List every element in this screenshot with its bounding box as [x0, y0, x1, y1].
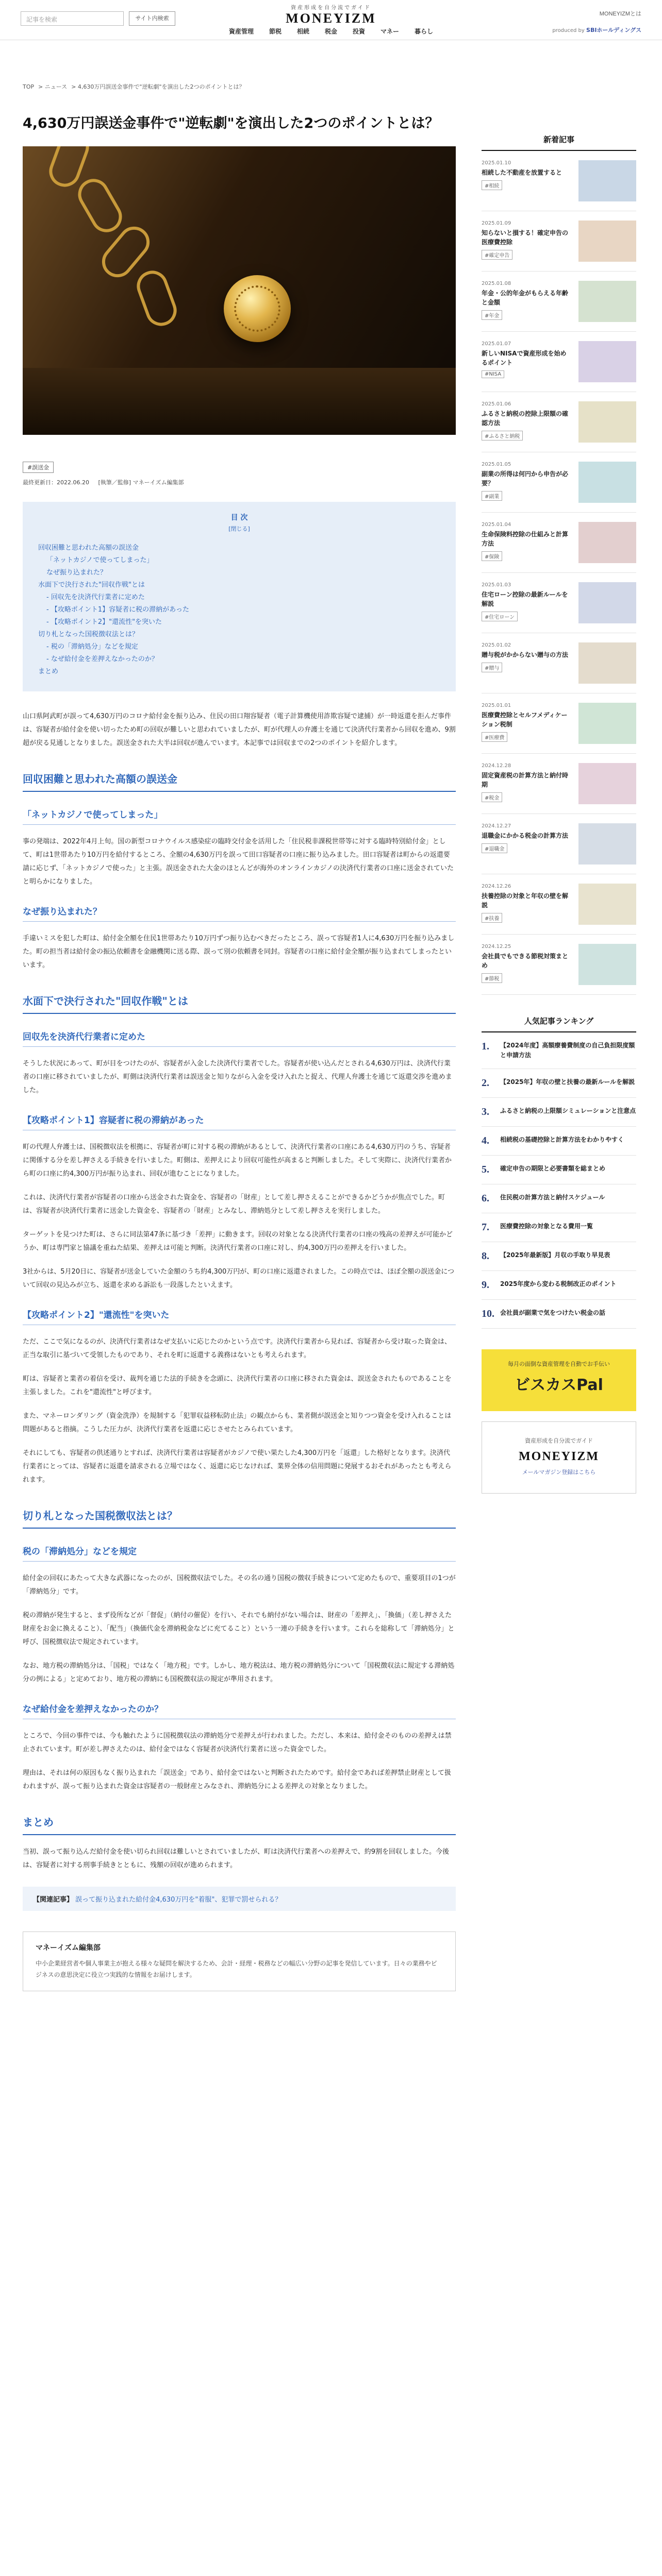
news-thumbnail[interactable]	[578, 944, 636, 985]
news-thumbnail[interactable]	[578, 221, 636, 262]
news-date: 2025.01.09	[482, 221, 511, 226]
breadcrumb-item[interactable]: ニュース	[44, 83, 68, 90]
promo-banner-caption: 毎月の面倒な資産管理を自動でお手伝い	[508, 1361, 610, 1367]
paragraph: そうした状況にあって、町が目をつけたのが、容疑者が入金した決済代行業者でした。容疑者が使い込んだとされる4,630万円は、決済代行業者の口座に移されていましたが、町側は決済代行業者は誤送金と知りながら入金を受け入れたと捉え、代理人弁護士を通じて返還交渉を進めました。	[23, 1060, 452, 1094]
news-text	[482, 582, 572, 623]
news-date: 2024.12.25	[482, 944, 511, 950]
news-date: 2025.01.04	[482, 522, 511, 528]
news-date: 2025.01.10	[482, 160, 511, 166]
ranking-title[interactable]: ふるさと納税の上限額シミュレーションと注意点	[500, 1107, 636, 1114]
news-item[interactable]	[482, 392, 636, 452]
news-thumbnail[interactable]	[578, 582, 636, 623]
news-title[interactable]: 相続した不動産を放置すると	[482, 169, 562, 176]
nav-item[interactable]: 節税	[269, 28, 282, 35]
news-title[interactable]: 年金・公的年金がもらえる年齢と金額	[482, 290, 569, 306]
breadcrumb-item: 4,630万円誤送金事件で"逆転劇"を演出した2つのポイントとは？	[77, 83, 245, 90]
news-text	[482, 401, 572, 443]
news-category[interactable]: #住宅ローン	[482, 612, 518, 621]
news-item[interactable]	[482, 754, 636, 814]
related-link[interactable]: 誤って振り込まれた給付金4,630万円を"着服"、犯罪で罰せられる？	[75, 1896, 282, 1904]
paragraph: 3社からは、5月20日に、容疑者が送金していた金額のうち約4,300万円が、町の口座に返還されました。この時点では、ほぼ全額の誤送金について回収の見込みが立ち、返還を求める訴訟も一段落したといえます。	[23, 1268, 455, 1289]
news-thumbnail[interactable]	[578, 462, 636, 503]
ranking-number: 7.	[482, 1222, 489, 1233]
news-title[interactable]: 新しいNISAで資産形成を始めるポイント	[482, 350, 567, 366]
news-category[interactable]: #税金	[482, 792, 502, 802]
news-category[interactable]: #扶養	[482, 913, 502, 923]
ranking-number: 6.	[482, 1193, 489, 1204]
news-title[interactable]: 生命保険料控除の仕組みと計算方法	[482, 531, 569, 547]
related-article	[23, 1887, 456, 1911]
paragraph: 税の滞納が発生すると、まず役所などが「督促」（納付の催促）を行い、それでも納付がない場合は、財産の「差押え」、「換価」（差し押さえた財産をお金に換えること）、「配当」（換価代金を滞納税金などに充てること）という一連の手続きを行います。これらを総称して「滞納処分」と呼び、国税徴収法で規定されています。	[23, 1612, 455, 1646]
news-text	[482, 281, 572, 322]
news-date: 2025.01.05	[482, 462, 511, 467]
table-of-contents	[23, 502, 456, 691]
author-box	[23, 1931, 456, 1991]
paragraph: また、マネーロンダリング（資金洗浄）を規制する「犯罪収益移転防止法」の観点からも、業者側が誤送金と知りつつ資金を受け入れることは問題があると指摘。こうした圧力が、決済代行業者を返還に応じさせたとみられています。	[23, 1412, 452, 1433]
section-heading: 切り札となった国税徴収法とは？	[23, 1507, 456, 1529]
paragraph: ターゲットを見つけた町は、さらに同法第47条に基づき「差押」に動きます。回収の対象となる決済代行業者の口座の残高の差押えが可能かどうか、町は専門家と協議を重ねた結果、差押えは可能と判断。決済代行業者の口座に対し、約4,300万円の差押えを行いました。	[23, 1231, 453, 1252]
paragraph: 当初、誤って振り込んだ給付金を使い切られ回収は難しいとされていましたが、町は決済代行業者への差押えで、約9割を回収しました。今後は、容疑者に対する刑事手続きとともに、残額の回収が進められます。	[23, 1848, 450, 1869]
news-category[interactable]: #NISA	[482, 370, 504, 378]
subsection-heading: 【攻略ポイント1】容疑者に税の滞納があった	[23, 1113, 456, 1130]
toc-item[interactable]: なぜ振り込まれた？	[46, 569, 107, 577]
ranking-number: 2.	[482, 1077, 489, 1089]
toc-item[interactable]: - 【攻略ポイント2】"還流性"を突いた	[46, 618, 162, 626]
newsletter-banner[interactable]	[482, 1421, 636, 1494]
news-category[interactable]: #年金	[482, 310, 502, 320]
ranking-item[interactable]	[482, 1156, 636, 1184]
news-item[interactable]	[482, 874, 636, 935]
article-title: 4,630万円誤送金事件で"逆転劇"を演出した2つのポイントとは？	[23, 115, 439, 131]
toc-item[interactable]: 回収困難と思われた高額の誤送金	[38, 544, 139, 552]
news-thumbnail[interactable]	[578, 281, 636, 322]
article	[23, 113, 456, 1991]
news-title[interactable]: 住宅ローン控除の最新ルールを解説	[482, 591, 568, 607]
news-text	[482, 884, 572, 925]
ranking-item[interactable]	[482, 1242, 636, 1271]
subsection-heading: 税の「滞納処分」などを規定	[23, 1544, 456, 1562]
toc-item[interactable]: - なぜ給付金を差押えなかったのか？	[46, 655, 158, 663]
news-thumbnail[interactable]	[578, 823, 636, 865]
news-date: 2024.12.27	[482, 823, 511, 829]
author-name: マネーイズム編集部	[36, 1944, 101, 1952]
ranking-title[interactable]: 確定申告の期限と必要書類を総まとめ	[500, 1165, 606, 1172]
toc-item[interactable]: 「ネットカジノで使ってしまった」	[46, 556, 154, 564]
news-text	[482, 341, 572, 382]
paragraph: これは、決済代行業者が容疑者の口座から送金された資金を、容疑者の「財産」として差し押さえることができるかどうかが焦点でした。町は、容疑者が決済代行業者に送金した資金を、容疑者の「財産」とみなし、滞納処分として差し押さえを実行しました。	[23, 1194, 445, 1215]
nav-item[interactable]: 暮らし	[415, 28, 434, 35]
ranking-item[interactable]	[482, 1098, 636, 1127]
subsection-heading: 「ネットカジノで使ってしまった」	[23, 807, 456, 825]
toc-item[interactable]: 水面下で決行された"回収作戦"とは	[38, 581, 145, 589]
ranking-item[interactable]	[482, 1300, 636, 1329]
news-category[interactable]: #確定申告	[482, 250, 512, 260]
news-item[interactable]	[482, 151, 636, 211]
ranking-item[interactable]	[482, 1184, 636, 1213]
news-date: 2025.01.02	[482, 642, 511, 648]
news-date: 2025.01.08	[482, 281, 511, 286]
news-category[interactable]: #節税	[482, 973, 502, 983]
new-articles-list	[482, 151, 636, 995]
news-item[interactable]	[482, 211, 636, 272]
search-button[interactable]: サイト内検索	[129, 11, 175, 26]
ranking-title[interactable]: 住民税の計算方法と納付スケジュール	[500, 1194, 605, 1201]
news-title[interactable]: 医療費控除とセルフメディケーション税制	[482, 711, 568, 728]
newsletter-banner-logo: MONEYIZM	[519, 1450, 599, 1463]
produced-by-brand[interactable]: SBIホールディングス	[586, 27, 641, 33]
news-title[interactable]: 知らないと損する！確定申告の医療費控除	[482, 229, 569, 246]
ranking-item[interactable]	[482, 1069, 636, 1098]
news-thumbnail[interactable]	[578, 642, 636, 684]
news-title[interactable]: 贈与税がかからない贈与の方法	[482, 651, 569, 658]
news-text	[482, 944, 572, 985]
ranking-title[interactable]: 【2025年】年収の壁と扶養の最新ルールを解説	[500, 1078, 635, 1086]
toc-item[interactable]: - 【攻略ポイント1】容疑者に税の滞納があった	[46, 606, 189, 614]
paragraph: 理由は、それは何の原因もなく振り込まれた「誤送金」であり、給付金ではないと判断されたためです。給付金であれば差押禁止財産として扱われますが、誤って振り込まれた資金は容疑者の一般財産とみなされ、滞納処分による差押えの対象となりました。	[23, 1769, 451, 1790]
subsection-heading: なぜ給付金を差押えなかったのか？	[23, 1702, 456, 1719]
news-text	[482, 763, 572, 804]
sidebar	[482, 134, 636, 1494]
chain-shape	[133, 266, 181, 330]
ranking-number: 4.	[482, 1135, 489, 1146]
news-date: 2024.12.26	[482, 884, 511, 889]
news-category[interactable]: #退職金	[482, 843, 507, 853]
news-thumbnail[interactable]	[578, 703, 636, 744]
section-heading: 回収困難と思われた高額の誤送金	[23, 771, 456, 792]
news-text	[482, 522, 572, 563]
news-item[interactable]	[482, 452, 636, 513]
article-tag[interactable]: #誤送金	[23, 462, 54, 473]
ranking-title[interactable]: 医療費控除の対象となる費用一覧	[500, 1223, 593, 1230]
news-date: 2025.01.01	[482, 703, 511, 708]
paragraph: 手違いミスを犯した町は、給付金全額を住民1世帯あたり10万円ずつ振り込むべきだったところ、誤って容疑者1人に4,630万円を振り込みました。町の担当者は給付金の振込依頼書を金融機関に送る際、誤って別の依頼書を同封。容疑者の口座に給付金全額が振り込まれてしまったといいます。	[23, 935, 455, 969]
ranking-title[interactable]: 2025年度から変わる税制改正のポイント	[500, 1280, 617, 1287]
nav-item[interactable]: 税金	[324, 28, 337, 35]
ranking-list	[482, 1032, 636, 1329]
news-thumbnail[interactable]	[578, 341, 636, 382]
newsletter-banner-caption: 資産形成を自分流でガイド	[525, 1437, 593, 1444]
toc-item[interactable]: 切り札となった国税徴収法とは？	[38, 631, 139, 638]
ranking-item[interactable]	[482, 1271, 636, 1300]
news-item[interactable]	[482, 633, 636, 693]
toc-item[interactable]: まとめ	[38, 668, 59, 675]
paragraph: 事の発端は、2022年4月上旬。国の新型コロナウイルス感染症の臨時交付金を活用した「住民税非課税世帯等に対する臨時特別給付金」として、町は1世帯あたり10万円を給付するところ、全額の4,630万円を誤って田口容疑者の口座に振り込みました。田口容疑者は町からの返還要請に応じず、「ネットカジノで使った」と主張。誤送金された大金のほとんどが海外のオンラインカジノの決済代行業者の口座に送金されていたと明らかになりました。	[23, 838, 454, 886]
paragraph: ただ、ここで気になるのが、決済代行業者はなぜ支払いに応じたのかという点です。決済代行業者から見れば、容疑者から受け取った資金は、正当な取引に基づいて受領したものであり、それを町に返還する義務はないとも考えられます。	[23, 1338, 451, 1359]
news-category[interactable]: #贈与	[482, 663, 502, 672]
paragraph: ところで、今回の事件では、今も触れたように国税徴収法の滞納処分で差押えが行われました。ただし、本来は、給付金そのものの差押えは禁止されています。町が差し押さえたのは、給付金ではなく容疑者が決済代行業者に送った資金でした。	[23, 1732, 452, 1753]
promo-banner[interactable]	[482, 1349, 636, 1411]
news-title[interactable]: 扶養控除の対象と年収の壁を解説	[482, 892, 569, 909]
hero-image	[23, 146, 456, 435]
nav-item[interactable]: 投資	[353, 28, 366, 35]
news-item[interactable]	[482, 272, 636, 332]
subsection-heading: 【攻略ポイント2】"還流性"を突いた	[23, 1308, 456, 1325]
related-label: 【関連記事】	[33, 1896, 74, 1904]
site-header	[0, 0, 662, 40]
news-text	[482, 462, 572, 503]
news-category[interactable]: #副業	[482, 491, 502, 501]
nav-item[interactable]: 資産管理	[228, 28, 254, 35]
toc-item[interactable]: - 税の「滞納処分」などを規定	[46, 643, 138, 651]
breadcrumb-item[interactable]: TOP	[23, 83, 35, 90]
article-lead: 山口県阿武町が誤って4,630万円のコロナ給付金を振り込み、住民の田口翔容疑者（電子計算機使用詐欺容疑で逮捕）が一時返還を拒んだ事件は、容疑者が給付金を使い切ったため町の回収が難しいと思われていましたが、町が代理人の弁護士を通じて決済代行業者から回収を進め、9割超が戻る見通しとなりました。誤送金された大半は回収が進んでいます。本記事では回収までの2つのポイントを紹介します。	[23, 713, 456, 747]
gold-coin	[224, 275, 291, 342]
chain-shape	[73, 173, 128, 238]
news-thumbnail[interactable]	[578, 763, 636, 804]
news-text	[482, 221, 572, 262]
search-input[interactable]: 記事を検索	[21, 11, 124, 26]
news-item[interactable]	[482, 935, 636, 995]
toc-item[interactable]: - 回収先を決済代行業者に定めた	[46, 594, 145, 601]
news-title[interactable]: 退職金にかかる税金の計算方法	[482, 832, 569, 839]
site-tagline: 資産形成を自分流でガイド	[291, 5, 371, 11]
news-date: 2025.01.06	[482, 401, 511, 407]
produced-by	[552, 26, 641, 34]
paragraph: なお、地方税の滞納処分は、「国税」ではなく「地方税」です。しかし、地方税法は、地方税の滞納処分について「国税徴収法に規定する滞納処分の例による」と定めており、地方税の滞納にも国税徴収法の規定が準用されます。	[23, 1662, 455, 1683]
news-text	[482, 823, 572, 865]
toc-title: 目 次	[230, 514, 248, 522]
table-surface	[23, 368, 456, 435]
ranking-number: 10.	[482, 1308, 494, 1319]
news-category[interactable]: #保険	[482, 551, 502, 561]
news-item[interactable]	[482, 814, 636, 874]
news-category[interactable]: #相続	[482, 180, 502, 190]
ranking-item[interactable]	[482, 1213, 636, 1242]
news-thumbnail[interactable]	[578, 884, 636, 925]
ranking-title[interactable]: 【2024年度】高額療養費制度の自己負担限度額と申請方法	[500, 1042, 635, 1059]
nav-item[interactable]: マネー	[380, 28, 400, 35]
news-item[interactable]	[482, 573, 636, 633]
nav-item[interactable]: 相続	[296, 28, 309, 35]
news-date: 2024.12.28	[482, 763, 511, 769]
promo-banner-title: ビスカスPal	[515, 1376, 603, 1394]
subsection-heading: 回収先を決済代行業者に定めた	[23, 1029, 456, 1047]
ranking-item[interactable]	[482, 1032, 636, 1069]
article-author: [執筆／監修] マネーイズム編集部	[98, 479, 184, 486]
ranking-item[interactable]	[482, 1127, 636, 1156]
site-logo[interactable]: MONEYIZM	[286, 11, 376, 26]
news-thumbnail[interactable]	[578, 401, 636, 443]
ranking-title[interactable]: 【2025年最新版】月収の手取り早見表	[500, 1251, 610, 1259]
news-date: 2025.01.03	[482, 582, 511, 588]
news-text	[482, 642, 572, 684]
news-date: 2025.01.07	[482, 341, 511, 347]
news-category[interactable]: #ふるさと納税	[482, 431, 523, 440]
article-date: 最終更新日：2022.06.20	[23, 479, 89, 486]
section-heading: 水面下で決行された"回収作戦"とは	[23, 993, 456, 1014]
produced-by-label: produced by	[552, 28, 585, 33]
news-text	[482, 160, 572, 201]
breadcrumb: TOP > ニュース > 4,630万円誤送金事件で"逆転劇"を演出した2つのポイントとは？	[23, 83, 245, 90]
subsection-heading: なぜ振り込まれた？	[23, 904, 456, 922]
news-title[interactable]: ふるさと納税の控除上限額の確認方法	[482, 410, 569, 427]
ranking-number: 9.	[482, 1279, 489, 1291]
article-meta	[23, 478, 456, 486]
about-link[interactable]: MONEYIZMとは	[599, 11, 641, 17]
ranking-title[interactable]: 会社員が副業で気をつけたい税金の話	[500, 1309, 606, 1316]
news-item[interactable]	[482, 693, 636, 754]
news-title[interactable]: 固定資産税の計算方法と納付時期	[482, 772, 569, 788]
new-articles-heading: 新着記事	[482, 134, 636, 151]
paragraph: それにしても、容疑者の供述通りとすれば、決済代行業者は容疑者がカジノで使い果たした4,300万円を「返還」した格好となります。決済代行業者にとっては、容疑者に返還を請求される立場ではなく、返還に応じなければ、業界全体の信用問題に発展するおそれがあったとも考えられます。	[23, 1449, 452, 1484]
toc-toggle[interactable]: [閉じる]	[228, 526, 250, 532]
news-category[interactable]: #医療費	[482, 732, 507, 742]
paragraph: 町の代理人弁護士は、国税徴収法を根拠に、容疑者が町に対する税の滞納があるとして、決済代行業者の口座にある4,630万円のうち、容疑者に関係する分を差し押さえる手続きを行いました。町側は、差押えにより回収可能性が高まると判断しました。そして実際に、決済代行業者から町の口座に約4,300万円が振り込まれ、回収が進むことになりました。	[23, 1143, 452, 1178]
ranking-number: 1.	[482, 1041, 489, 1052]
ranking-number: 3.	[482, 1106, 489, 1117]
author-description: 中小企業経営者や個人事業主が抱える様々な疑問を解決するため、会計・経理・税務などの幅広い分野の記事を発信しています。日々の業務やビジネスの意思決定に役立つ実践的な情報をお届けします。	[36, 1960, 437, 1978]
news-thumbnail[interactable]	[578, 522, 636, 563]
section-heading: まとめ	[23, 1814, 456, 1835]
paragraph: 町は、容疑者と業者の着信を受け、裁判を通じた法的手続きを念頭に、決済代行業者の口座に移された資金は、誤送金されたものであることを主張しました。これを"還流性"と呼びます。	[23, 1375, 452, 1396]
news-title[interactable]: 会社員でもできる節税対策まとめ	[482, 953, 569, 969]
site-brand[interactable]	[0, 3, 662, 26]
ranking-title[interactable]: 相続税の基礎控除と計算方法をわかりやすく	[500, 1136, 624, 1143]
news-item[interactable]	[482, 513, 636, 573]
news-text	[482, 703, 572, 744]
ranking-number: 5.	[482, 1164, 489, 1175]
ranking-number: 8.	[482, 1250, 489, 1262]
news-title[interactable]: 副業の所得は何円から申告が必要？	[482, 470, 569, 487]
newsletter-banner-cta: メールマガジン登録はこちら	[522, 1469, 596, 1476]
ranking-heading: 人気記事ランキング	[482, 1015, 636, 1032]
news-thumbnail[interactable]	[578, 160, 636, 201]
news-item[interactable]	[482, 332, 636, 392]
paragraph: 給付金の回収にあたって大きな武器になったのが、国税徴収法でした。その名の通り国税の徴収手続きについて定めたもので、重要項目の1つが「滞納処分」です。	[23, 1574, 456, 1596]
